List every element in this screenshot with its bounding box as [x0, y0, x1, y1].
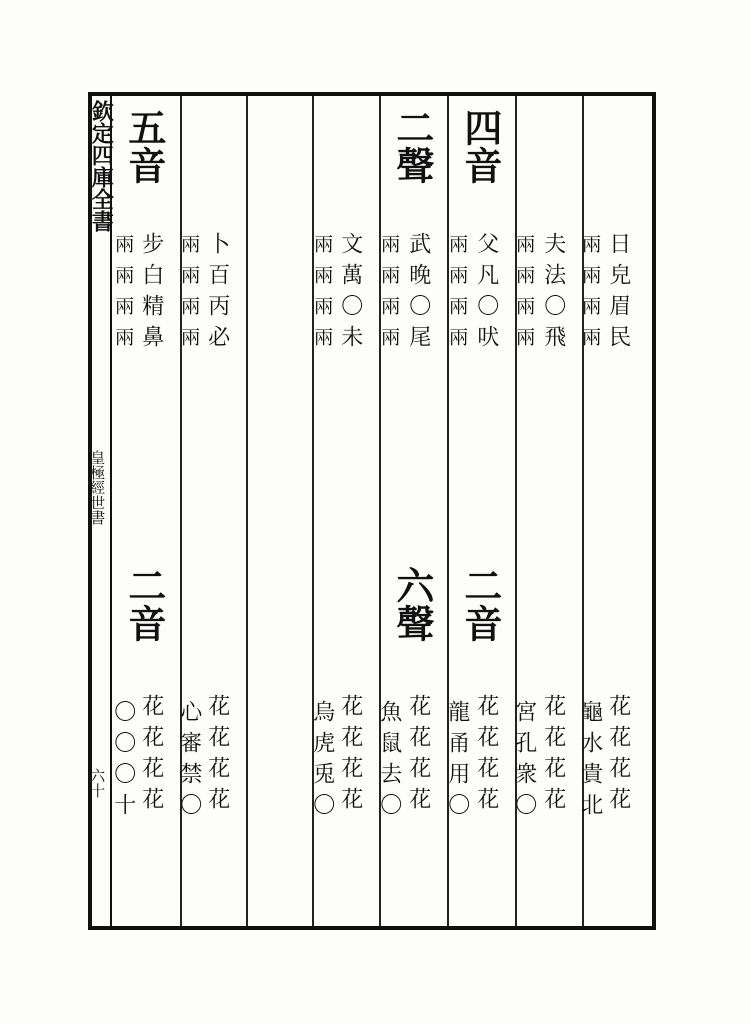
glyph-row: 兩兩兩兩: [378, 234, 401, 358]
glyph-row: 花花花花: [605, 694, 631, 818]
text-column: [111, 234, 151, 358]
glyph-row: 龍甬用〇: [444, 700, 470, 824]
page-number-text: 六十: [88, 768, 107, 798]
text-column: [578, 700, 618, 824]
glyph-row: 兩兩兩兩: [446, 234, 469, 358]
glyph-row: 文萬〇未: [337, 232, 363, 356]
glyph-row: 花花花花: [337, 694, 363, 818]
text-column: [310, 234, 350, 358]
glyph-row: 兩兩兩兩: [311, 234, 334, 358]
glyph-row: 兩兩兩兩: [579, 234, 602, 358]
heading: [121, 108, 167, 184]
heading-text: 五音: [121, 108, 167, 184]
heading-text: 二聲: [389, 108, 435, 184]
glyph-row: 兩兩兩兩: [513, 234, 536, 358]
glyph-row: 夫法〇飛: [540, 232, 566, 356]
book-title-text: 欽定四庫全書: [88, 100, 115, 232]
heading-text: 六聲: [389, 566, 435, 642]
heading: [389, 566, 435, 642]
text-column: [512, 700, 552, 824]
right-border-rule: [652, 92, 655, 930]
glyph-row: 龜水貴北: [577, 700, 603, 824]
glyph-row: 魚鼠去〇: [376, 700, 402, 824]
text-column: [377, 234, 417, 358]
glyph-row: 花花花花: [473, 694, 499, 818]
heading: [121, 566, 167, 642]
glyph-row: 花花花花: [405, 694, 431, 818]
text-column: [578, 234, 618, 358]
heading: [457, 108, 503, 184]
text-column: [177, 234, 217, 358]
text-column: [177, 700, 217, 824]
section-title: [88, 450, 112, 525]
glyph-row: 兩兩兩兩: [112, 234, 135, 358]
glyph-row: 烏虎兎〇: [309, 700, 335, 824]
text-column: [310, 700, 350, 824]
heading: [389, 108, 435, 184]
heading-text: 二音: [121, 566, 167, 642]
glyph-row: 步白精鼻: [138, 232, 164, 356]
glyph-row: 花花花花: [204, 694, 230, 818]
section-title-text: 皇極經世書: [88, 450, 107, 525]
text-column: [377, 700, 417, 824]
text-column: [445, 234, 485, 358]
glyph-row: 宮孔衆〇: [511, 700, 537, 824]
text-column: [111, 700, 151, 824]
column-rule: [246, 96, 248, 926]
glyph-row: 花花花花: [138, 694, 164, 818]
book-title: [88, 100, 115, 232]
glyph-row: 日皃眉民: [605, 232, 631, 356]
page-number: [88, 768, 112, 798]
heading-text: 二音: [457, 566, 503, 642]
glyph-row: 花花花花: [540, 694, 566, 818]
heading-text: 四音: [457, 108, 503, 184]
glyph-row: 心審禁〇: [176, 700, 202, 824]
glyph-row: 〇〇〇十: [110, 700, 136, 824]
text-column: [512, 234, 552, 358]
glyph-row: 卜百丙必: [204, 232, 230, 356]
text-column: [445, 700, 485, 824]
heading: [457, 566, 503, 642]
glyph-row: 兩兩兩兩: [178, 234, 201, 358]
glyph-row: 父凡〇吠: [473, 232, 499, 356]
glyph-row: 武晚〇尾: [405, 232, 431, 356]
